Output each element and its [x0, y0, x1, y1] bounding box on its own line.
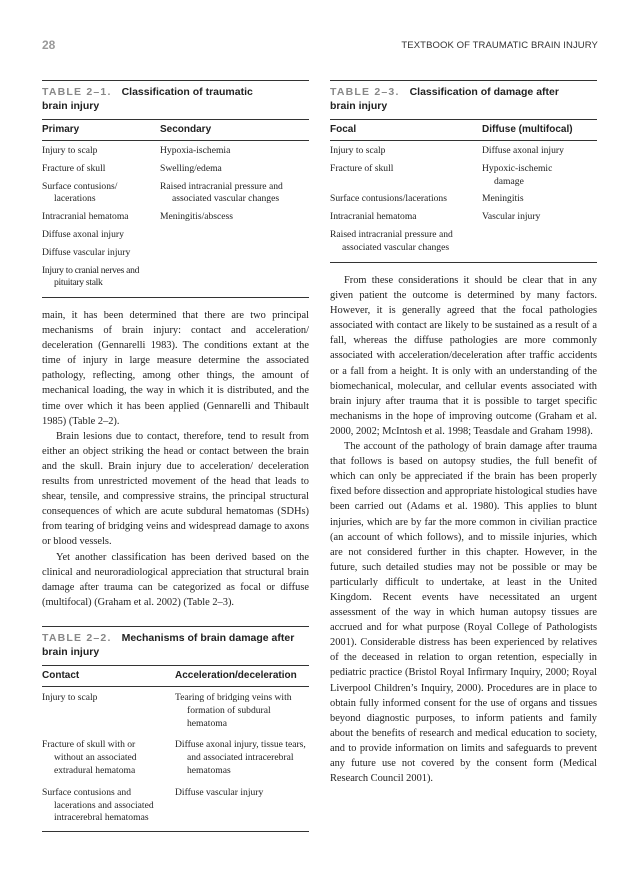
table-cell: Fracture of skull [330, 162, 394, 174]
table-row [42, 785, 309, 827]
table-title-cont: brain injury [42, 100, 100, 112]
paragraph: The account of the pathology of brain damage after trauma that follows is based on autopsy studies, the full benefit of which can only be appreciated if the brain has been properly fixed before dissection and appropriate histological studies have been carried out (Adams et al. 1980). This applies to blunt injuries, which are by far the more common in civilian practice (an account of which follows), and to missile injuries, which are not considered further in this chapter. However, in the future, such detailed studies may not be possible or may be particularly difficult to undertake, at least in the United Kingdom. Recent events have necessitated an urgent assessment of the way in which human autopsy tissues are accrued and for what purpose (Royal College of Pathologists 2001). Considerable distress has been experienced by relatives of the deceased in relation to organ retention, especially in pediatric practice (Bristol Royal Infirmary Inquiry, 2000; Royal Liverpool Children’s Inquiry, 2000). Procedures are in place to obtain fully informed consent for the use of organs and tissues beyond diagnostic purposes, to inform patients and family about the benefits of research and medical education to society, and to provide information on limits and safeguards to prevent any future use not covered by the consent form (Medical Research Council 2001). [330, 441, 597, 785]
table-header [42, 665, 309, 687]
running-head: TEXTBOOK OF TRAUMATIC BRAIN INJURY [401, 40, 598, 51]
paragraph: Yet another classification has been derived based on the clinical and neuroradiological appreciation that structural brain damage after trauma can be categorized as focal or diffuse (multifocal) (Graham et al. 2002) (Table 2–3). [42, 551, 309, 608]
left-column-text [42, 308, 309, 610]
column-header: Focal [330, 124, 357, 135]
table-cell: Diffuse vascular injury [42, 246, 131, 258]
table-caption [42, 80, 309, 113]
table-cell: Hypoxia-ischemia [160, 145, 231, 156]
table-title-cont: brain injury [330, 100, 388, 112]
paragraph: Brain lesions due to contact, therefore, tend to result from either an object striking the head or contact between the brain and the skull. Brain injury due to acceleration/ deceleration results from unrestricted movement of the head that leads to shear, tensile, and compressive strains, the principal structural consequences of which are acute subdural hematomas (SDHs) from tearing of bridging veins and widespread damage to axons or blood vessels. [42, 430, 309, 548]
table-cell: Surface contusions and lacerations and associated intracerebral hematomas [42, 786, 154, 824]
column-header: Primary [42, 124, 80, 135]
table-body [42, 141, 309, 298]
table-cell: Raised intracranial pressure and associated vascular changes [160, 180, 283, 205]
table-2-1 [42, 80, 309, 298]
table-cell: Vascular injury [482, 211, 541, 223]
table-row [42, 737, 309, 784]
table-cell: Meningitis/abscess [160, 211, 234, 223]
table-label: TABLE 2–1. [42, 86, 112, 98]
column-header: Diffuse (multifocal) [482, 124, 573, 135]
table-cell: Surface contusions/ lacerations [42, 180, 118, 205]
column-header: Secondary [160, 124, 212, 135]
table-cell: Meningitis [482, 193, 524, 205]
table-row [330, 227, 597, 258]
paragraph: From these considerations it should be clear that in any given patient the outcome is determined by many factors. However, it is generally agreed that the focal pathologies associated with contact are likely to be sustained as a result of a fall, whereas the diffuse pathologies are more commonly associated with acceleration/deceleration after traffic accidents or a fall from a height. It is only with an understanding of the biomechanical, molecular, and cellular events associated with brain injury after trauma that it is possible to target specific mechanisms in the hope of improving outcome (Graham et al. 2000, 2002; McIntosh et al. 1998; Teasdale and Graham 1998). [330, 275, 597, 437]
table-cell [160, 265, 309, 291]
table-caption [42, 626, 309, 659]
table-cell: Diffuse vascular injury [175, 786, 264, 798]
table-title: Mechanisms of brain damage after [121, 632, 295, 644]
table-cell: Fracture of skull with or without an associated extradural hematoma [42, 739, 137, 776]
table-cell: Swelling/edema [160, 162, 222, 174]
table-row [330, 161, 597, 192]
table-row [42, 179, 309, 210]
table-cell: Tearing of bridging veins with formation of subdural hematoma [175, 692, 292, 729]
table-cell [160, 229, 309, 242]
table-cell: Diffuse axonal injury [482, 145, 564, 156]
table-cell [160, 247, 309, 260]
table-cell: Injury to scalp [330, 145, 386, 156]
column-header: Contact [42, 670, 80, 681]
table-row [42, 245, 309, 263]
table-label: TABLE 2–2. [42, 632, 112, 644]
table-cell: Surface contusions/lacerations [330, 193, 447, 205]
table-cell: Fracture of skull [42, 162, 106, 174]
table-2-3 [330, 80, 597, 263]
page-number: 28 [42, 38, 56, 52]
table-title: Classification of traumatic [121, 86, 253, 98]
table-caption [330, 80, 597, 113]
table-cell: Hypoxic-ischemic damage [482, 162, 553, 187]
table-row [42, 161, 309, 179]
table-title: Classification of damage after [409, 86, 559, 98]
table-row [42, 263, 309, 294]
table-header [42, 119, 309, 141]
table-title-cont: brain injury [42, 646, 100, 658]
table-row [42, 143, 309, 161]
table-body [330, 141, 597, 263]
column-header: Acceleration/deceleration [175, 670, 297, 681]
table-row [330, 143, 597, 161]
table-cell: Diffuse axonal injury, tissue tears, and associated intracerebral hematomas [175, 739, 306, 776]
table-row [42, 209, 309, 227]
table-cell: Intracranial hematoma [330, 211, 417, 223]
table-body [42, 687, 309, 832]
table-label: TABLE 2–3. [330, 86, 400, 98]
table-cell [482, 229, 597, 255]
table-cell: Raised intracranial pressure and associated vascular changes [330, 228, 453, 253]
right-column-text [330, 273, 597, 786]
table-row [330, 209, 597, 227]
table-row [42, 689, 309, 737]
table-cell: Injury to scalp [42, 692, 98, 703]
table-cell: Intracranial hematoma [42, 211, 129, 223]
table-cell: Diffuse axonal injury [42, 228, 124, 240]
table-cell: Injury to cranial nerves and pituitary stalk [42, 264, 140, 289]
table-2-2 [42, 626, 309, 832]
paragraph: main, it has been determined that there are two principal mechanisms of brain injury: contact and acceleration/ deceleration (Gennarelli 1983). The conditions extant at the time of injury in large measure determine the associated pathology, reflecting, among other things, the amount of mechanical loading, the way in which it is distributed, and the time over which it has been applied (Gennarelli and Thibault 1985) (Table 2–2). [42, 310, 309, 427]
table-header [330, 119, 597, 141]
table-cell: Injury to scalp [42, 145, 98, 156]
table-row [42, 227, 309, 245]
table-row [330, 191, 597, 209]
